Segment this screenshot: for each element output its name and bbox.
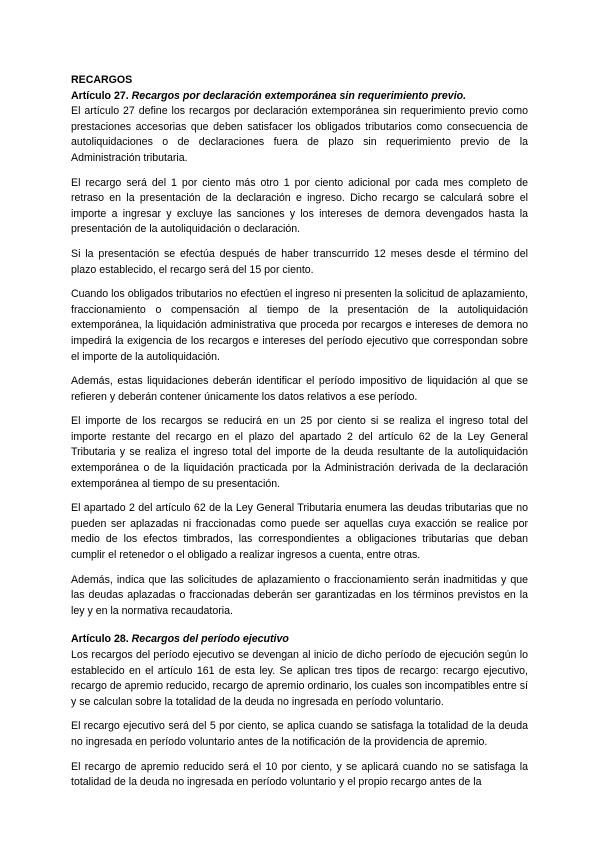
- article-27-paragraph-6: El importe de los recargos se reducirá en un 25 por ciento si se realiza el ingreso total del importe restante del recargo en el plazo del apartado 2 del artículo 62 de la Ley General Tributaria y se realiza el ingreso total del importe de la deuda resultante de la autoliquidación extemporánea o de la liquidación practicada por la Administración derivada de la declaración extemporánea al tiempo de su presentación.: [71, 415, 528, 490]
- article-28-block: [71, 632, 528, 790]
- article-27-name: Recargos por declaración extemporánea sin requerimiento previo.: [131, 89, 467, 102]
- article-28-heading: [71, 632, 528, 648]
- article-28-number: Artículo 28.: [71, 633, 129, 646]
- article-27-paragraph-8: Además, indica que las solicitudes de aplazamiento o fraccionamiento serán inadmitidas y que las deudas aplazadas o fraccionadas deberán ser garantizadas en los términos previstos en la ley y en la normativa recaudatoria.: [71, 573, 528, 617]
- article-28-paragraph-2: El recargo ejecutivo será del 5 por ciento, se aplica cuando se satisfaga la totalidad de la deuda no ingresada en período voluntario antes de la notificación de la providencia de apremio.: [71, 720, 528, 748]
- article-27-paragraph-2: El recargo será del 1 por ciento más otro 1 por ciento adicional por cada mes completo de retraso en la presentación de la declaración e ingreso. Dicho recargo se calculará sobre el importe a ingresar y excluye las sanciones y los intereses de demora devengados hasta la presentación de la autoliquidación o declaración.: [71, 176, 528, 236]
- article-27-paragraph-3: Si la presentación se efectúa después de haber transcurrido 12 meses desde el término del plazo establecido, el recargo será del 15 por ciento.: [71, 247, 528, 276]
- article-27-paragraph-7: El apartado 2 del artículo 62 de la Ley General Tributaria enumera las deudas tributarias que no pueden ser aplazadas ni fraccionadas como puede ser aquellas cuya exacción se realice por medio de los efectos timbrados, las correspondientes a obligaciones tributarias que deban cumplir el retenedor o el obligado a realizar ingresos a cuenta, entre otras.: [71, 502, 528, 562]
- article-28-name: Recargos del período ejecutivo: [131, 633, 289, 646]
- article-27-heading: [71, 89, 528, 105]
- article-27-paragraph-5: Además, estas liquidaciones deberán identificar el período impositivo de liquidación al que se refieren y deberán contener únicamente los datos relativos a ese período.: [71, 375, 528, 403]
- article-27-paragraph-4: Cuando los obligados tributarios no efectúen el ingreso ni presenten la solicitud de aplazamiento, fraccionamiento o compensación al tiempo de la presentación de la autoliquidación extemporánea, la liquidación administrativa que proceda por recargos e intereses de demora no impedirá la exigencia de los recargos e intereses del período ejecutivo que correspondan sobre el importe de la autoliquidación.: [71, 288, 528, 363]
- document-page: [71, 73, 528, 800]
- article-28-paragraph-1: Los recargos del período ejecutivo se devengan al inicio de dicho período de ejecución según lo establecido en el artículo 161 de esta ley. Se aplican tres tipos de recargo: recargo ejecutivo, recargo de apremio reducido, recargo de apremio ordinario, los cuales son incompatibles entre sí y se calculan sobre la totalidad de la deuda no ingresada en período voluntario.: [71, 649, 528, 708]
- section-title: RECARGOS: [71, 74, 133, 86]
- article-28-paragraph-3: El recargo de apremio reducido será el 10 por ciento, y se aplicará cuando no se satisfaga la totalidad de la deuda no ingresada en período voluntario y el propio recargo antes de la: [71, 760, 528, 789]
- article-27-paragraph-1: El artículo 27 define los recargos por declaración extemporánea sin requerimiento previo como prestaciones accesorias que deben satisfacer los obligados tributarios como consecuencia de autoliquidaciones o de declaraciones fuera de plazo sin requerimiento previo de la Administración tributaria.: [71, 105, 528, 164]
- article-27-number: Artículo 27.: [71, 89, 129, 102]
